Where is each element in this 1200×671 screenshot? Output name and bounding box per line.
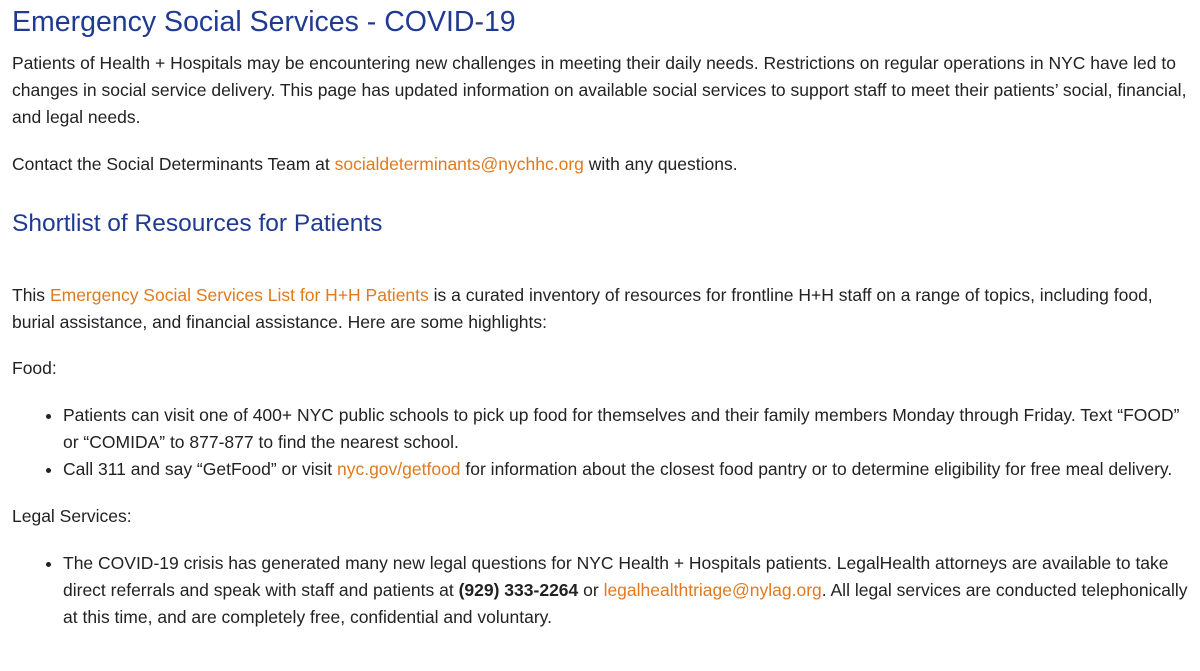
list-item [63, 550, 1190, 631]
legal-health-email-link[interactable]: legalhealthtriage@nylag.org [603, 580, 822, 600]
shortlist-intro-suffix: is a curated inventory of resources for frontline H+H staff on a range of topics, including food, burial assistance, and financial assistance. Here are some highlights: [12, 285, 1153, 332]
contact-suffix: with any questions. [583, 154, 738, 174]
food-list [12, 402, 1190, 483]
contact-prefix: Contact the Social Determinants Team at [12, 154, 335, 174]
legal-section-label: Legal Services: [12, 506, 132, 526]
food-section-label: Food: [12, 358, 57, 378]
food-item-311-prefix: Call 311 and say “GetFood” or visit [63, 459, 337, 479]
list-item [63, 402, 1190, 456]
legal-phone-number: (929) 333-2264 [458, 580, 579, 600]
food-item-school-text: Patients can visit one of 400+ NYC public schools to pick up food for themselves and their family members Monday through Friday. Text “FOOD” or “COMIDA” to 877-877 to find the nearest school. [63, 405, 1180, 452]
intro-paragraph: Patients of Health + Hospitals may be encountering new challenges in meeting their daily needs. Restrictions on regular operations in NYC have led to changes in social service delivery. This page has updated information on available social services to support staff to meet their patients’ social, financial, and legal needs. [12, 53, 1187, 127]
legal-item-mid: or [578, 580, 604, 600]
social-determinants-email-link[interactable]: socialdeterminants@nychhc.org [334, 154, 584, 174]
emergency-services-list-link[interactable]: Emergency Social Services List for H+H Patients [49, 285, 429, 305]
legal-list [12, 550, 1190, 631]
shortlist-heading: Shortlist of Resources for Patients [12, 210, 383, 237]
legal-item-suffix: . All legal services are conducted telephonically at this time, and are completely free, confidential and voluntary. [63, 580, 1188, 627]
contact-paragraph [12, 151, 1190, 178]
food-item-311-suffix: for information about the closest food pantry or to determine eligibility for free meal delivery. [460, 459, 1173, 479]
getfood-link[interactable]: nyc.gov/getfood [336, 459, 461, 479]
legal-item-prefix: The COVID-19 crisis has generated many new legal questions for NYC Health + Hospitals patients. LegalHealth attorneys are available to take direct referrals and speak with staff and patients at [63, 553, 1169, 600]
shortlist-intro-paragraph [12, 282, 1190, 336]
shortlist-intro-prefix: This [12, 285, 50, 305]
list-item [63, 456, 1190, 483]
page-title: Emergency Social Services - COVID-19 [12, 6, 516, 38]
